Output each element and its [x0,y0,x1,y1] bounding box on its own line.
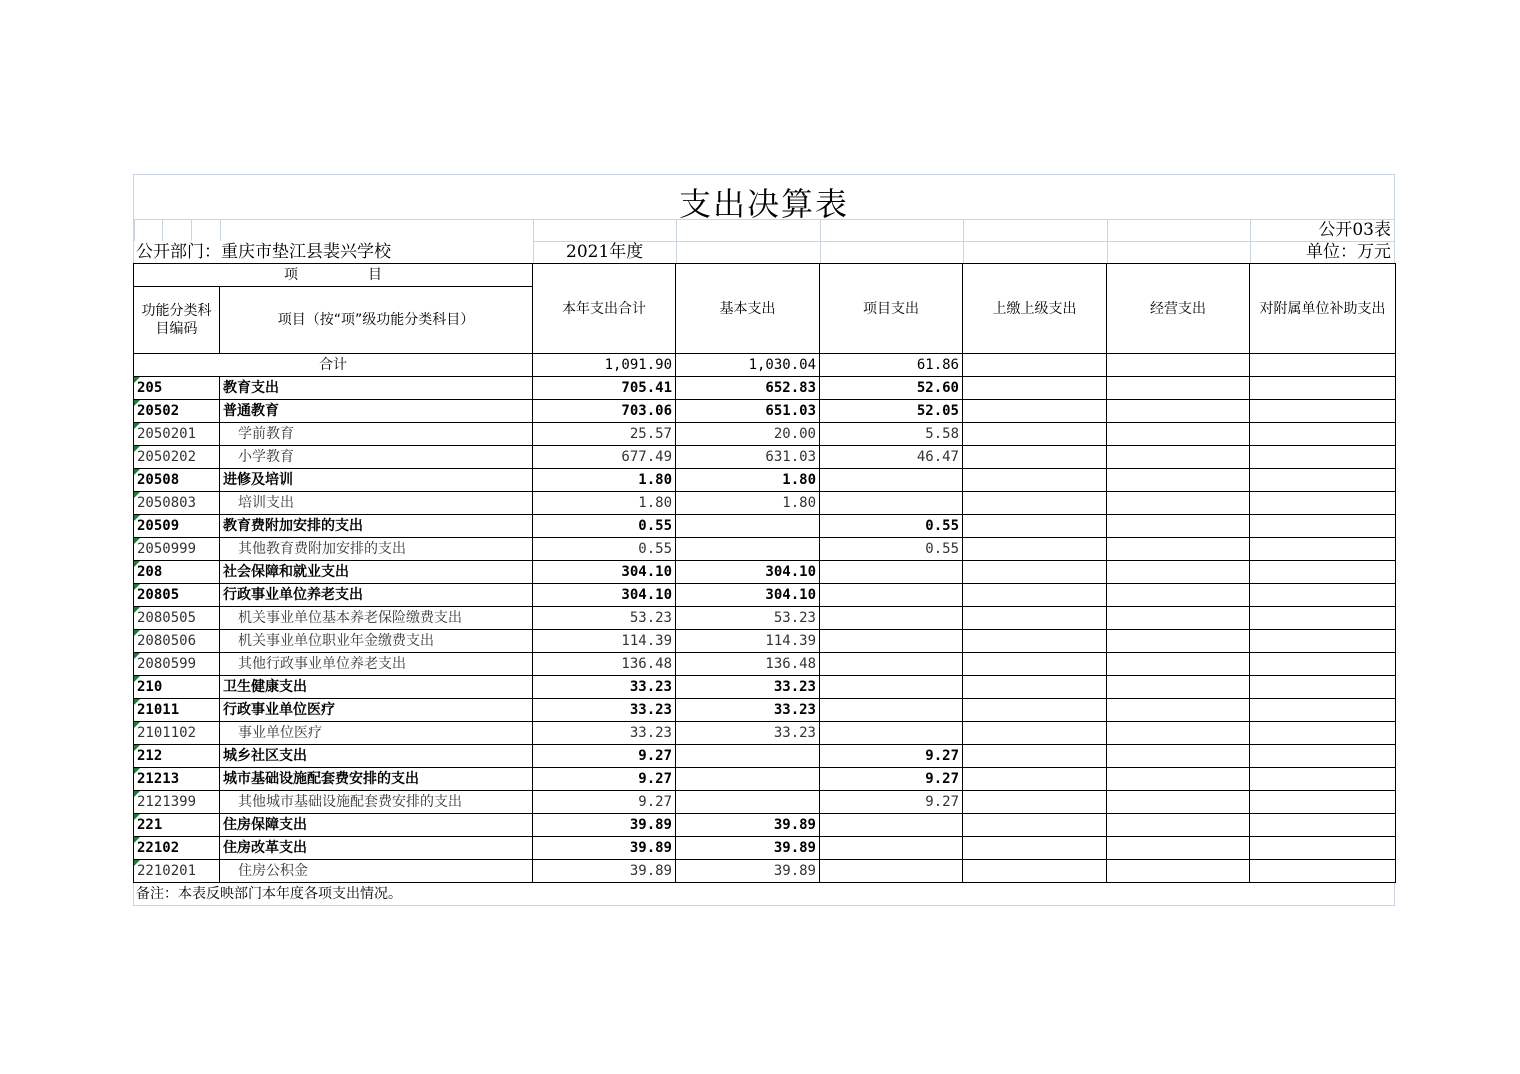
table-row [134,469,1396,492]
row-business [1107,423,1250,446]
header-subsidy: 对附属单位补助支出 [1250,264,1396,354]
row-business [1107,584,1250,607]
row-business [1107,653,1250,676]
row-subsidy [1250,423,1396,446]
row-upper [963,446,1107,469]
total-business [1107,354,1250,377]
table-row [134,515,1396,538]
row-business [1107,699,1250,722]
total-upper [963,354,1107,377]
row-project [820,722,963,745]
row-business [1107,515,1250,538]
row-code: 210 [134,676,220,699]
table-row [134,492,1396,515]
row-total: 677.49 [533,446,676,469]
row-name: 教育支出 [220,377,533,400]
table-row [134,699,1396,722]
row-name: 社会保障和就业支出 [220,561,533,584]
row-code: 20508 [134,469,220,492]
row-name: 学前教育 [220,423,533,446]
row-project: 46.47 [820,446,963,469]
row-code: 2080505 [134,607,220,630]
row-total: 304.10 [533,584,676,607]
table-row [134,837,1396,860]
row-total: 25.57 [533,423,676,446]
total-project: 61.86 [820,354,963,377]
row-code: 2080599 [134,653,220,676]
table-row [134,584,1396,607]
row-subsidy [1250,492,1396,515]
row-total: 0.55 [533,538,676,561]
row-subsidy [1250,377,1396,400]
row-subsidy [1250,653,1396,676]
row-total: 33.23 [533,722,676,745]
row-project [820,561,963,584]
row-name: 其他教育费附加安排的支出 [220,538,533,561]
header-total: 本年支出合计 [533,264,676,354]
row-total: 705.41 [533,377,676,400]
form-code-row [133,219,1395,241]
row-code: 20502 [134,400,220,423]
table-row [134,768,1396,791]
row-name: 城乡社区支出 [220,745,533,768]
row-name: 城市基础设施配套费安排的支出 [220,768,533,791]
row-subsidy [1250,446,1396,469]
row-business [1107,469,1250,492]
row-business [1107,607,1250,630]
form-code: 公开03表 [1318,220,1391,240]
row-basic [676,745,820,768]
header-group: 项 目 [134,264,533,287]
row-total: 136.48 [533,653,676,676]
row-business [1107,377,1250,400]
row-name: 机关事业单位职业年金缴费支出 [220,630,533,653]
row-name: 进修及培训 [220,469,533,492]
table-row [134,653,1396,676]
row-code: 21213 [134,768,220,791]
row-name: 住房改革支出 [220,837,533,860]
table-row [134,446,1396,469]
row-business [1107,814,1250,837]
row-total: 1.80 [533,492,676,515]
total-total: 1,091.90 [533,354,676,377]
row-subsidy [1250,469,1396,492]
row-project [820,837,963,860]
row-total: 39.89 [533,837,676,860]
row-total: 0.55 [533,515,676,538]
row-upper [963,837,1107,860]
row-basic: 304.10 [676,561,820,584]
table-row [134,607,1396,630]
row-basic: 39.89 [676,860,820,883]
row-basic: 114.39 [676,630,820,653]
row-upper [963,676,1107,699]
row-code: 2050999 [134,538,220,561]
row-upper [963,423,1107,446]
table-row [134,676,1396,699]
row-basic: 651.03 [676,400,820,423]
fiscal-year: 2021年度 [566,242,644,262]
row-upper [963,492,1107,515]
row-subsidy [1250,561,1396,584]
row-upper [963,377,1107,400]
row-upper [963,791,1107,814]
header-code: 功能分类科目编码 [134,287,220,354]
row-business [1107,446,1250,469]
row-project [820,676,963,699]
row-subsidy [1250,538,1396,561]
row-project [820,607,963,630]
table-row [134,860,1396,883]
row-basic [676,515,820,538]
row-business [1107,400,1250,423]
row-name: 事业单位医疗 [220,722,533,745]
row-name: 普通教育 [220,400,533,423]
row-basic: 33.23 [676,676,820,699]
row-basic: 136.48 [676,653,820,676]
header-item: 项目（按“项”级功能分类科目） [220,287,533,354]
row-code: 212 [134,745,220,768]
row-total: 39.89 [533,860,676,883]
row-code: 20805 [134,584,220,607]
table-row [134,814,1396,837]
row-code: 20509 [134,515,220,538]
table-row [134,400,1396,423]
row-code: 2101102 [134,722,220,745]
row-project [820,630,963,653]
row-code: 2210201 [134,860,220,883]
row-subsidy [1250,515,1396,538]
row-code: 2050803 [134,492,220,515]
row-total: 9.27 [533,745,676,768]
row-name: 住房保障支出 [220,814,533,837]
row-name: 行政事业单位医疗 [220,699,533,722]
row-code: 21011 [134,699,220,722]
row-name: 其他城市基础设施配套费安排的支出 [220,791,533,814]
row-basic: 304.10 [676,584,820,607]
row-basic [676,791,820,814]
header-business: 经营支出 [1107,264,1250,354]
row-subsidy [1250,400,1396,423]
total-subsidy [1250,354,1396,377]
row-subsidy [1250,676,1396,699]
row-subsidy [1250,699,1396,722]
row-upper [963,584,1107,607]
row-project: 5.58 [820,423,963,446]
row-code: 2050202 [134,446,220,469]
total-label: 合计 [134,354,533,377]
row-code: 2121399 [134,791,220,814]
row-subsidy [1250,791,1396,814]
expenditure-sheet [133,174,1395,906]
row-upper [963,538,1107,561]
row-project [820,814,963,837]
table-row [134,791,1396,814]
row-code: 2080506 [134,630,220,653]
page-title: 支出决算表 [678,185,849,223]
row-business [1107,676,1250,699]
row-code: 221 [134,814,220,837]
row-business [1107,745,1250,768]
table-row [134,722,1396,745]
row-upper [963,469,1107,492]
table-row [134,745,1396,768]
row-upper [963,699,1107,722]
meta-row [133,241,1395,263]
title-row [133,174,1395,223]
row-subsidy [1250,722,1396,745]
row-upper [963,630,1107,653]
row-name: 小学教育 [220,446,533,469]
total-row [134,354,1396,377]
row-business [1107,768,1250,791]
row-project: 52.05 [820,400,963,423]
row-basic: 33.23 [676,699,820,722]
row-upper [963,722,1107,745]
header-basic: 基本支出 [676,264,820,354]
row-upper [963,745,1107,768]
row-code: 22102 [134,837,220,860]
row-project: 0.55 [820,515,963,538]
row-subsidy [1250,630,1396,653]
row-project: 9.27 [820,791,963,814]
row-subsidy [1250,837,1396,860]
row-business [1107,837,1250,860]
row-business [1107,722,1250,745]
row-upper [963,561,1107,584]
row-project [820,492,963,515]
header-project: 项目支出 [820,264,963,354]
row-subsidy [1250,584,1396,607]
expenditure-table [133,263,1396,883]
row-business [1107,630,1250,653]
row-business [1107,561,1250,584]
row-name: 卫生健康支出 [220,676,533,699]
row-project: 9.27 [820,768,963,791]
row-code: 208 [134,561,220,584]
table-note: 备注：本表反映部门本年度各项支出情况。 [133,883,1395,906]
row-upper [963,400,1107,423]
row-basic: 53.23 [676,607,820,630]
row-upper [963,515,1107,538]
row-subsidy [1250,860,1396,883]
row-upper [963,860,1107,883]
row-subsidy [1250,768,1396,791]
row-total: 114.39 [533,630,676,653]
row-upper [963,653,1107,676]
row-business [1107,791,1250,814]
header-upper: 上缴上级支出 [963,264,1107,354]
row-basic: 1.80 [676,492,820,515]
table-row [134,630,1396,653]
row-name: 培训支出 [220,492,533,515]
row-subsidy [1250,607,1396,630]
table-row [134,538,1396,561]
row-name: 行政事业单位养老支出 [220,584,533,607]
row-project: 9.27 [820,745,963,768]
row-project [820,860,963,883]
row-total: 39.89 [533,814,676,837]
row-project: 0.55 [820,538,963,561]
department-label: 公开部门：重庆市垫江县裴兴学校 [136,242,391,262]
row-name: 其他行政事业单位养老支出 [220,653,533,676]
row-project [820,653,963,676]
row-business [1107,492,1250,515]
row-code: 205 [134,377,220,400]
row-basic: 1.80 [676,469,820,492]
row-code: 2050201 [134,423,220,446]
row-subsidy [1250,814,1396,837]
row-total: 1.80 [533,469,676,492]
row-name: 住房公积金 [220,860,533,883]
row-project [820,584,963,607]
row-total: 304.10 [533,561,676,584]
table-row [134,561,1396,584]
row-upper [963,607,1107,630]
table-row [134,377,1396,400]
row-basic: 39.89 [676,814,820,837]
row-basic: 631.03 [676,446,820,469]
row-subsidy [1250,745,1396,768]
row-name: 教育费附加安排的支出 [220,515,533,538]
row-upper [963,814,1107,837]
row-name: 机关事业单位基本养老保险缴费支出 [220,607,533,630]
row-total: 33.23 [533,676,676,699]
total-basic: 1,030.04 [676,354,820,377]
row-total: 9.27 [533,768,676,791]
table-body [134,377,1396,883]
row-project: 52.60 [820,377,963,400]
table-row [134,423,1396,446]
row-basic [676,768,820,791]
row-project [820,699,963,722]
row-total: 703.06 [533,400,676,423]
row-basic: 39.89 [676,837,820,860]
row-upper [963,768,1107,791]
row-basic: 20.00 [676,423,820,446]
row-business [1107,538,1250,561]
row-basic: 33.23 [676,722,820,745]
row-total: 9.27 [533,791,676,814]
row-business [1107,860,1250,883]
unit-label: 单位：万元 [1306,242,1391,262]
row-total: 33.23 [533,699,676,722]
row-basic [676,538,820,561]
row-basic: 652.83 [676,377,820,400]
row-project [820,469,963,492]
row-total: 53.23 [533,607,676,630]
